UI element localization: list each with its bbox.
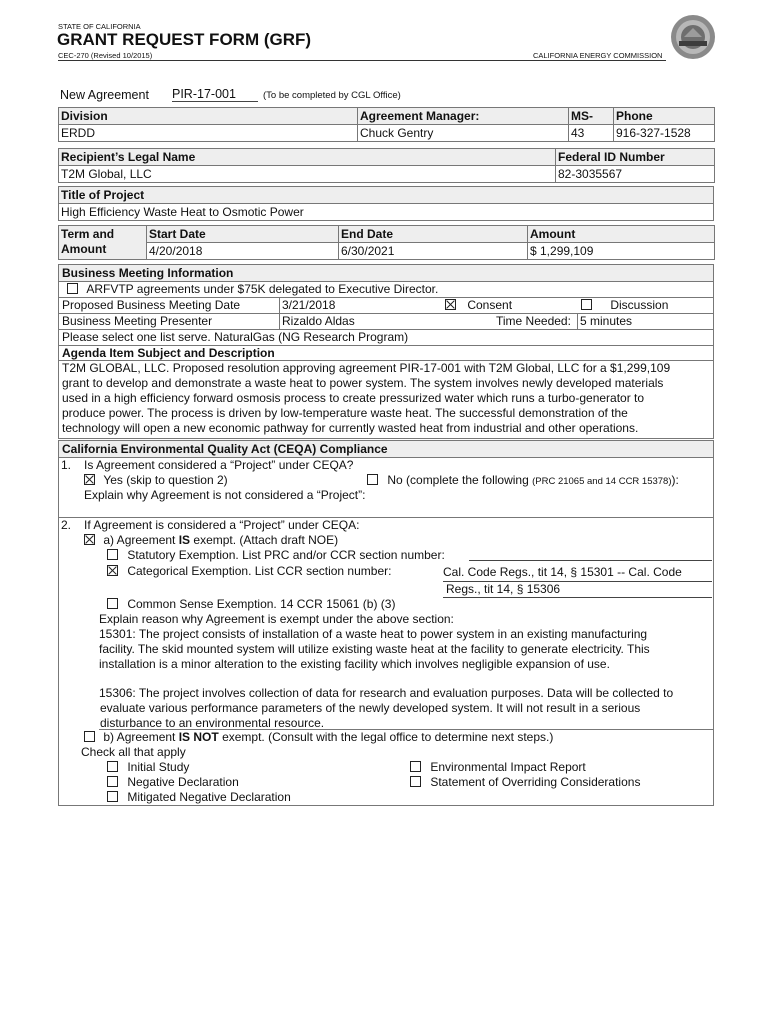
categorical-label: Categorical Exemption. List CCR section number: bbox=[127, 564, 392, 578]
phone-header: Phone bbox=[614, 108, 715, 125]
agenda-header: Agenda Item Subject and Description bbox=[59, 346, 713, 361]
q1-no-checkbox[interactable] bbox=[367, 474, 378, 485]
arfvtp-label: ARFVTP agreements under $75K delegated to Executive Director. bbox=[86, 282, 439, 296]
amount-label: Amount bbox=[61, 242, 107, 256]
check-all-label: Check all that apply bbox=[81, 745, 186, 759]
business-meeting-section bbox=[58, 264, 714, 439]
end-date-header: End Date bbox=[339, 226, 528, 243]
ceqa-section: California Environmental Quality Act (CEQA) Compliance 1. Is Agreement considered a “Project” under CEQA? Yes (skip to question 2) No (complete the following (PRC 21065 and 14 CCR 15378)): Explain why Agreement is not considered a “Project”: 2. If Agreement is considered a “Project” under CEQA: a) Agreement IS exempt. (Attach draft NOE) Statutory Exemption. List PRC and/or CCR section number: Categorical Exemption. List CCR section number: Cal. Code Regs., tit 14, § 15301 -- Cal. Code Regs., tit 14, § 15306 Common Sense Exemption. 14 CCR 15061 (b) (3) Explain reason why Agreement is exempt under the above section: 15301: The project consists of installation of a waste heat to power system in an existing manufacturing facility. The skid mounted system will utilize existing waste heat at the facility to generate electricity. This installation is a minor alteration to the existing facility which involves negligible expansion of use. 15306: The project involves collection of data for research and evaluation purposes. Data will be collected to evaluate various performance parameters of the newly developed system. It will not result in a serious disturbance to an environmental resource. b) Agreement IS NOT exempt. (Consult with the legal office to determine next steps.) Check all that apply Initial Study Negative Declaration Mitigated Negative Declaration Environmental Impact Report Statement of Overriding Considerations bbox=[58, 440, 714, 806]
amount-header: Amount bbox=[528, 226, 715, 243]
new-agreement-label: New Agreement bbox=[60, 88, 149, 102]
mitigated-declaration-label: Mitigated Negative Declaration bbox=[127, 790, 291, 804]
consent-label: Consent bbox=[467, 298, 513, 312]
project-table bbox=[58, 186, 714, 221]
overriding-checkbox[interactable] bbox=[410, 776, 421, 787]
term-label: Term and bbox=[61, 227, 115, 241]
agenda-description[interactable]: T2M GLOBAL, LLC. Proposed resolution approving agreement PIR-17-001 with T2M Global, LLC for a $1,299,109 grant to develop and demonstrate a waste heat to power system. The system involves newly developed materials used in a high efficiency forward osmosis process to create pressurized water which runs a turbo-generator to produce power. The process is driven by low-temperature waste heat. The successful demonstration of the technology will open a new economic pathway for currently wasted heat from industrial and other operations. bbox=[62, 361, 671, 435]
q1-yes-label: Yes (skip to question 2) bbox=[103, 473, 228, 487]
reason-15306[interactable]: 15306: The project involves collection of data for research and evaluation purposes. Data will be collected to evaluate various performance parameters of the newly developed system. It will not result in a serious disturbance to an environmental resource. bbox=[99, 686, 674, 730]
division-header: Division bbox=[59, 108, 358, 125]
term-table bbox=[58, 225, 715, 260]
manager-header: Agreement Manager: bbox=[358, 108, 569, 125]
division-table bbox=[58, 107, 715, 142]
eir-label: Environmental Impact Report bbox=[430, 760, 586, 774]
eir-checkbox[interactable] bbox=[410, 761, 421, 772]
arfvtp-checkbox[interactable] bbox=[67, 283, 78, 294]
federal-id-field[interactable]: 82-3035567 bbox=[556, 166, 715, 183]
time-needed-field[interactable]: 5 minutes bbox=[580, 314, 633, 328]
start-date-field[interactable]: 4/20/2018 bbox=[147, 243, 339, 260]
categorical-checkbox[interactable] bbox=[107, 565, 118, 576]
form-number: CEC-270 (Revised 10/2015) bbox=[58, 51, 153, 60]
end-date-field[interactable]: 6/30/2021 bbox=[339, 243, 528, 260]
q2b-label: b) Agreement IS NOT exempt. (Consult with the legal office to determine next steps.) bbox=[103, 730, 554, 744]
statutory-label: Statutory Exemption. List PRC and/or CCR section number: bbox=[127, 548, 445, 562]
time-needed-label: Time Needed: bbox=[496, 314, 571, 328]
q1-no-label: No (complete the following bbox=[387, 473, 529, 487]
mitigated-declaration-checkbox[interactable] bbox=[107, 791, 118, 802]
ms-header: MS- bbox=[569, 108, 614, 125]
negative-declaration-label: Negative Declaration bbox=[127, 775, 239, 789]
agreement-number-field[interactable]: PIR-17-001 bbox=[172, 87, 258, 102]
statutory-field[interactable] bbox=[469, 560, 712, 561]
state-label: STATE OF CALIFORNIA bbox=[58, 22, 141, 31]
amount-field[interactable]: $ 1,299,109 bbox=[528, 243, 715, 260]
state-seal bbox=[670, 14, 716, 60]
negative-declaration-checkbox[interactable] bbox=[107, 776, 118, 787]
recipient-field[interactable]: T2M Global, LLC bbox=[59, 166, 556, 183]
discussion-label: Discussion bbox=[610, 298, 669, 312]
q1-text: Is Agreement considered a “Project” under CEQA? bbox=[84, 458, 354, 472]
initial-study-label: Initial Study bbox=[127, 760, 190, 774]
statutory-checkbox[interactable] bbox=[107, 549, 118, 560]
form-title: GRANT REQUEST FORM (GRF) bbox=[57, 30, 312, 49]
explain-reason-label: Explain reason why Agreement is exempt under the above section: bbox=[99, 612, 454, 626]
project-title-field[interactable]: High Efficiency Waste Heat to Osmotic Power bbox=[59, 204, 714, 221]
overriding-label: Statement of Overriding Considerations bbox=[430, 775, 641, 789]
cgl-note: (To be completed by CGL Office) bbox=[263, 90, 401, 101]
recipient-header: Recipient’s Legal Name bbox=[59, 149, 556, 166]
meeting-date-label: Proposed Business Meeting Date bbox=[62, 298, 241, 312]
reason-15301[interactable]: 15301: The project consists of installation of a waste heat to power system in an existing manufacturing facility. The skid mounted system will utilize existing waste heat at the facility to generate electricity. This installation is a minor alteration to the existing facility which involves negligible expansion of use. bbox=[99, 627, 650, 671]
phone-field[interactable]: 916-327-1528 bbox=[614, 125, 715, 142]
business-meeting-header: Business Meeting Information bbox=[59, 265, 713, 281]
q1-yes-checkbox[interactable] bbox=[84, 474, 95, 485]
agency-name: CALIFORNIA ENERGY COMMISSION bbox=[533, 51, 663, 60]
q1-explain: Explain why Agreement is not considered a “Project”: bbox=[84, 488, 366, 502]
meeting-date-field[interactable]: 3/21/2018 bbox=[282, 298, 336, 312]
q2b-checkbox[interactable] bbox=[84, 731, 95, 742]
categorical-field[interactable]: Cal. Code Regs., tit 14, § 15301 -- Cal. Code Regs., tit 14, § 15306 bbox=[443, 565, 712, 598]
q1-number: 1. bbox=[61, 458, 72, 472]
presenter-field[interactable]: Rizaldo Aldas bbox=[282, 314, 355, 328]
division-field[interactable]: ERDD bbox=[59, 125, 358, 142]
manager-field[interactable]: Chuck Gentry bbox=[358, 125, 569, 142]
q1-no-reference: (PRC 21065 and 14 CCR 15378) bbox=[532, 476, 672, 487]
q2a-label: a) Agreement IS exempt. (Attach draft NOE) bbox=[103, 533, 339, 547]
consent-checkbox[interactable] bbox=[445, 299, 456, 310]
start-date-header: Start Date bbox=[147, 226, 339, 243]
common-sense-checkbox[interactable] bbox=[107, 598, 118, 609]
q2a-checkbox[interactable] bbox=[84, 534, 95, 545]
project-title-header: Title of Project bbox=[59, 187, 714, 204]
federal-id-header: Federal ID Number bbox=[556, 149, 715, 166]
list-serve-field[interactable]: Please select one list serve. NaturalGas (NG Research Program) bbox=[62, 330, 409, 344]
ceqa-header: California Environmental Quality Act (CEQA) Compliance bbox=[59, 441, 713, 457]
q2-text: If Agreement is considered a “Project” under CEQA: bbox=[84, 518, 360, 532]
ms-field[interactable]: 43 bbox=[569, 125, 614, 142]
common-sense-label: Common Sense Exemption. 14 CCR 15061 (b) (3) bbox=[127, 597, 396, 611]
initial-study-checkbox[interactable] bbox=[107, 761, 118, 772]
q2-number: 2. bbox=[61, 518, 72, 532]
recipient-table bbox=[58, 148, 715, 183]
presenter-label: Business Meeting Presenter bbox=[62, 314, 213, 328]
discussion-checkbox[interactable] bbox=[581, 299, 592, 310]
